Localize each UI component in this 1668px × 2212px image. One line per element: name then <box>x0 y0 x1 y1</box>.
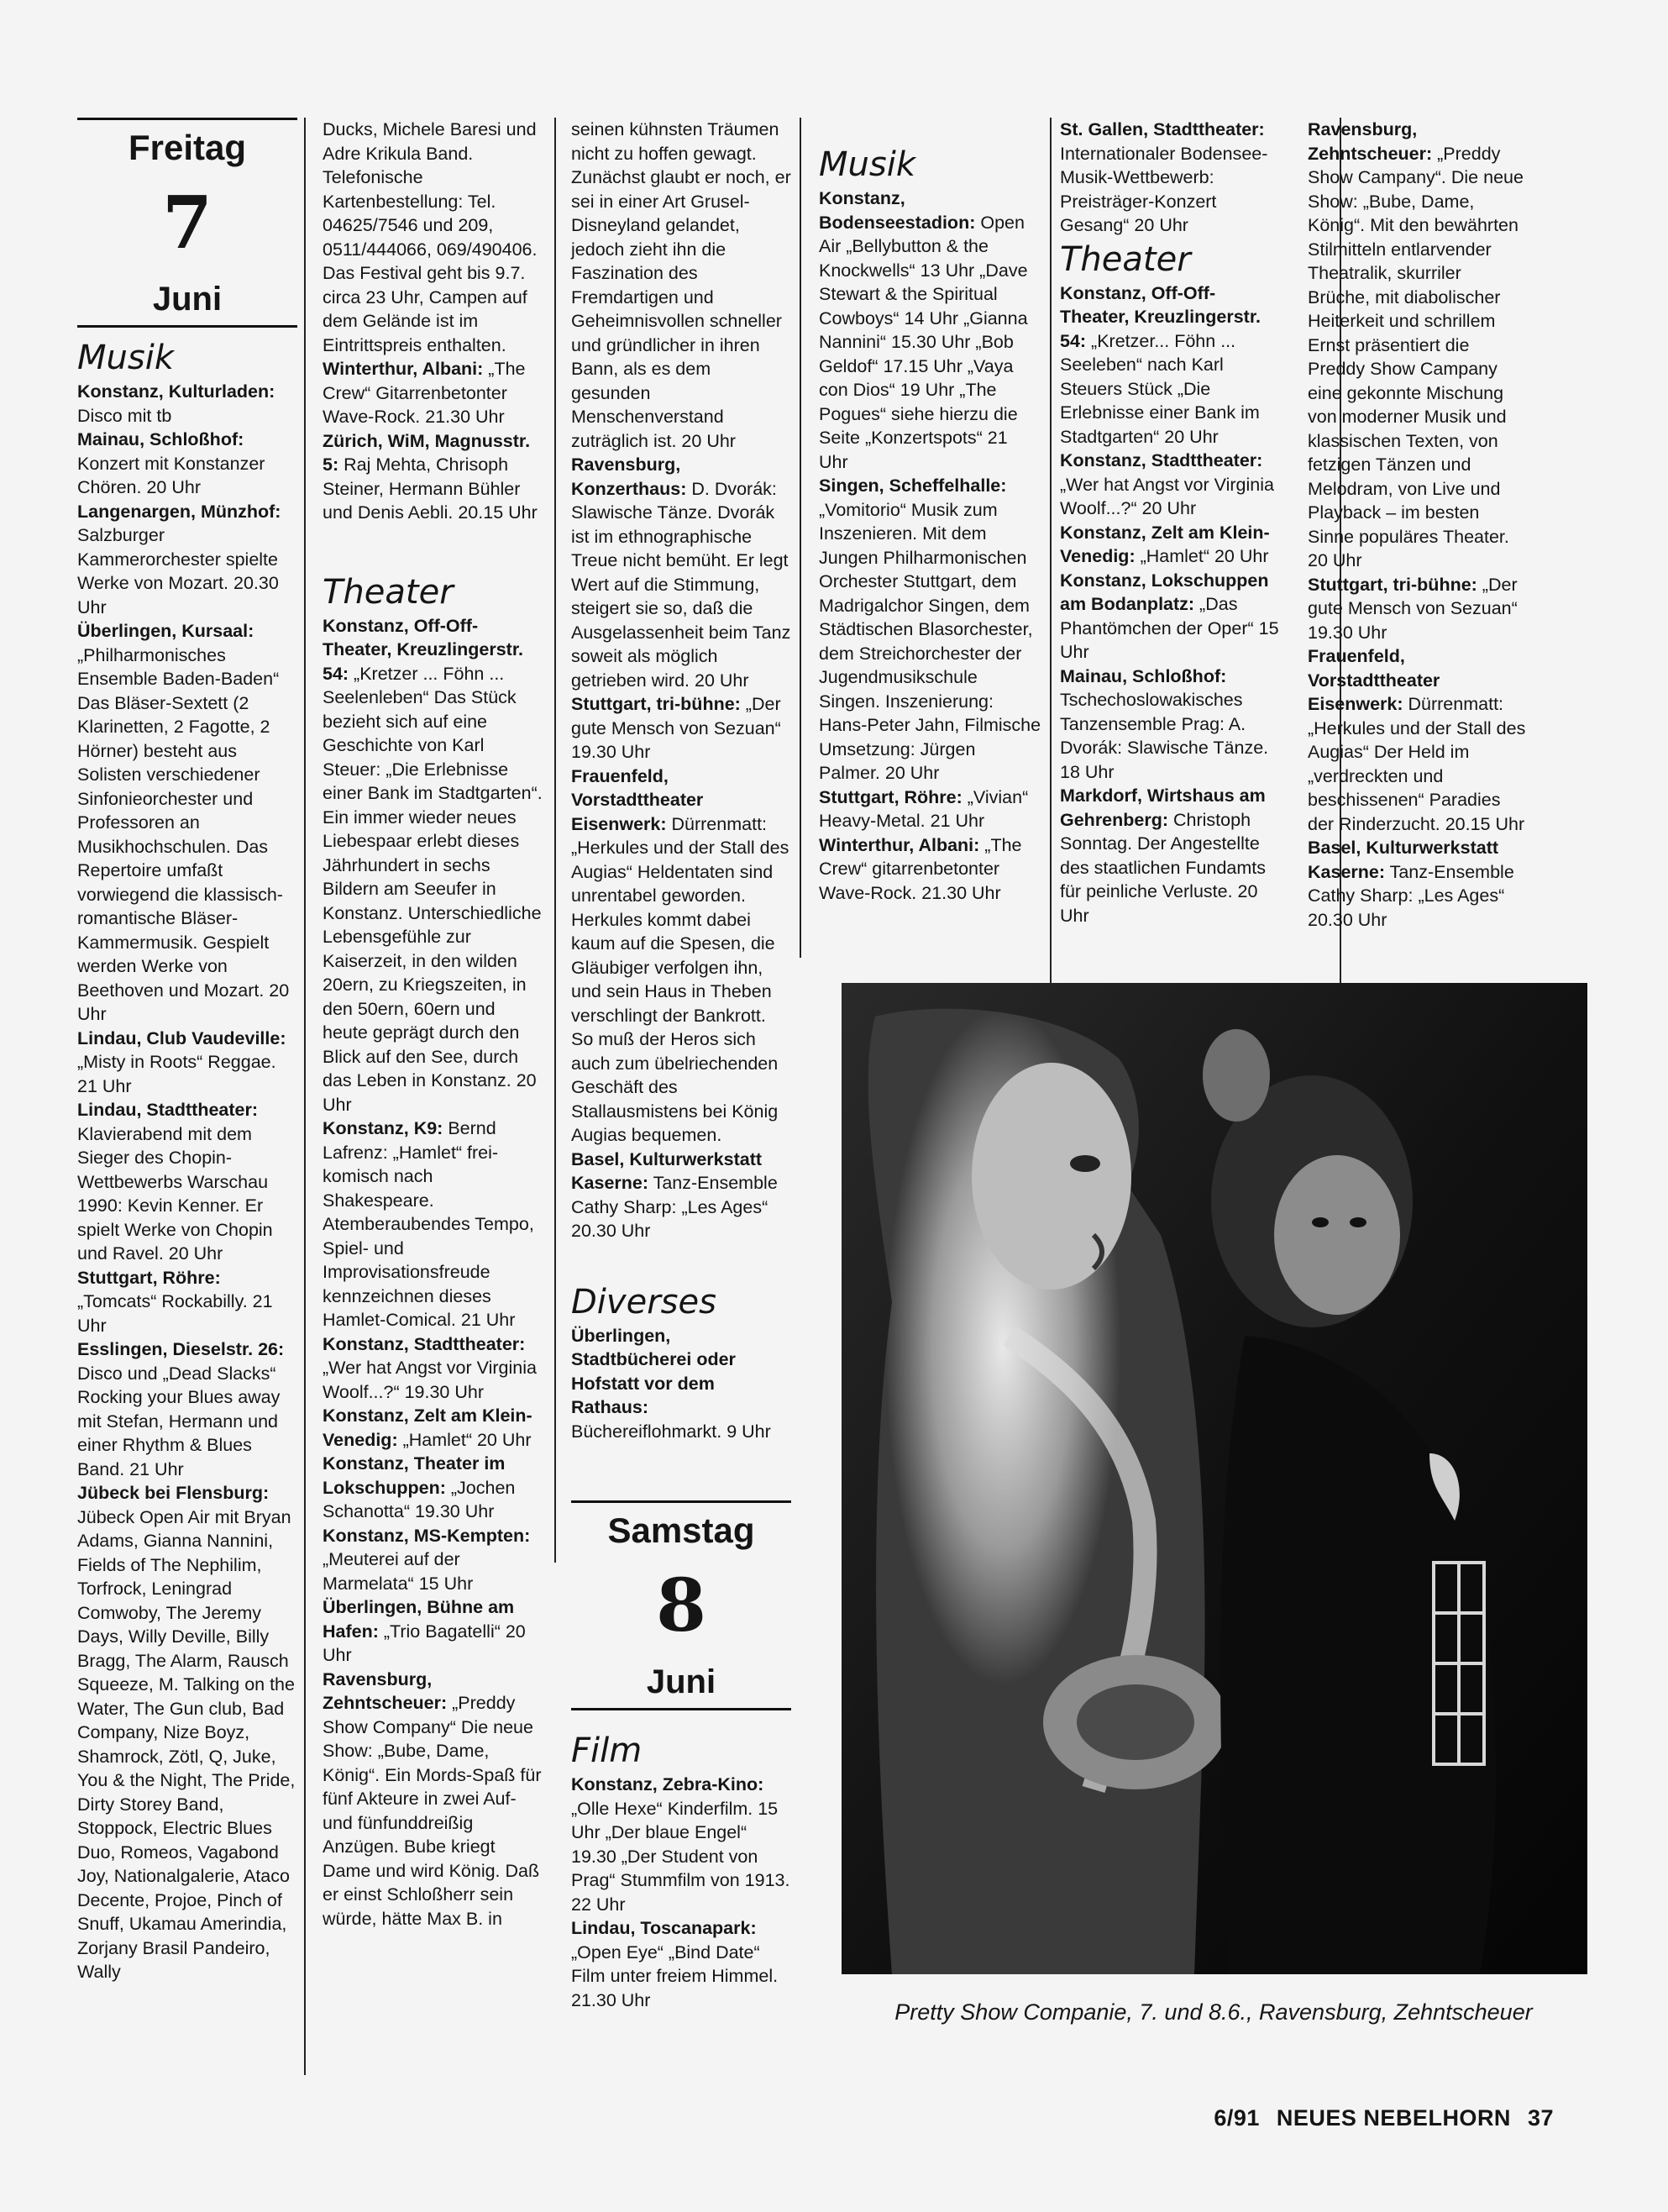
venue-name: Winterthur, Albani: <box>819 834 980 855</box>
section-heading-theater: Theater <box>1060 239 1191 279</box>
event-details: Dürrenmatt: „Herkules und der Stall des Augias“ Der Held im „verdreckten und beschissenen“ Paradies der Rinderzucht. 20.15 Uhr <box>1308 694 1526 834</box>
section-heading-theater: Theater <box>323 572 454 612</box>
event-details: „Kretzer ... Föhn ... Seelenleben“ Das Stück bezieht sich auf eine Geschichte von Karl Steuer: „Die Erlebnisse einer Bank im Stadtgarten“. Ein immer wieder neues Liebespaar erlebt dieses Jährhundert in sechs Bildern am Seeufer in Konstanz. Unterschiedliche Lebensgefühle zur Kaiserzeit, in den wilden 20ern, zu Kriegszeiten, in den 50ern, 60ern und heute geprägt durch den Blick auf den See, durch das Leben in Konstanz. 20 Uhr <box>323 663 543 1115</box>
venue-name: Ravensburg, Zehntscheuer: <box>1308 119 1433 164</box>
venue-name: Ravensburg, Konzerthaus: <box>571 454 687 499</box>
listing-entry <box>571 118 791 453</box>
event-details: „The Crew“ gitarrenbetonter Wave-Rock. 21.30 Uhr <box>819 834 1022 903</box>
listing-entry <box>77 1337 297 1481</box>
listing-entry <box>819 833 1041 906</box>
venue-name: Konstanz, Theater im Lokschuppen: <box>323 1453 506 1498</box>
event-details: „Vivian“ Heavy-Metal. 21 Uhr <box>819 786 1029 831</box>
day-number: 7 <box>162 181 212 265</box>
event-details: „Der gute Mensch von Sezuan“ 19.30 Uhr <box>571 694 781 762</box>
venue-name: Mainau, Schloßhof: <box>1060 665 1227 686</box>
month: Juni <box>152 281 223 318</box>
event-details: „Tomcats“ Rockabilly. 21 Uhr <box>77 1291 273 1336</box>
listing-entry <box>77 1481 297 1984</box>
venue-name: Basel, Kulturwerkstatt Kaserne: <box>571 1148 763 1193</box>
section-heading-film: Film <box>571 1731 643 1770</box>
listing-entry <box>571 1148 791 1243</box>
listing-entry <box>323 118 543 357</box>
day-number: 8 <box>656 1563 706 1648</box>
listing-entry <box>77 1266 297 1338</box>
venue-name: Konstanz, Off-Off-Theater, Kreuzlingerstr. 54: <box>1060 282 1261 351</box>
listing-entry <box>323 357 543 429</box>
listing-entry <box>571 692 791 764</box>
venue-name: Basel, Kulturwerkstatt Kaserne: <box>1308 838 1499 882</box>
event-details: Tanz-Ensemble Cathy Sharp: „Les Ages“ 20.30 Uhr <box>1308 861 1514 930</box>
listing-entry <box>1060 118 1280 238</box>
listing-entry <box>77 1098 297 1266</box>
issue-number: 6/91 <box>1214 2105 1260 2131</box>
event-details: Konzert mit Konstanzer Chören. 20 Uhr <box>77 453 265 497</box>
event-details: „Meuterei auf der Marmelata“ 15 Uhr <box>323 1549 474 1594</box>
venue-name: Singen, Scheffelhalle: <box>819 476 1007 496</box>
event-details: Open Air „Bellybutton & the Knockwells“ 13 Uhr „Dave Stewart & the Spiritual Cowboys“ 14 Uhr „Gianna Nannini“ 15.30 Uhr „Bob Geldof“ 17.15 Uhr „Vaya con Dios“ 19 Uhr „The Pogues“ siehe hierzu die Seite „Konzertspots“ 21 Uhr <box>819 212 1028 472</box>
listing-group <box>1060 118 1280 238</box>
venue-name: Konstanz, Zebra-Kino: <box>571 1774 764 1794</box>
venue-name: Lindau, Club Vaudeville: <box>77 1027 286 1048</box>
venue-name: Frauenfeld, Vorstadttheater Eisenwerk: <box>1308 646 1440 714</box>
listing-entry <box>1308 573 1528 645</box>
event-details: „Philharmonisches Ensemble Baden-Baden“ Das Bläser-Sextett (2 Klarinetten, 2 Fagotte, 2 Hörner) besteht aus Solisten verschiedener Sinfonieorchester und Professoren an Musikhochschulen. Das Repertoire umfaßt vorwiegend die klassisch-romantische Bläser-Kammermusik. Gespielt werden Werke von Beethoven und Mozart. 20 Uhr <box>77 644 290 1024</box>
section-heading-musik: Musik <box>819 145 915 184</box>
listing-entry <box>571 1773 791 1916</box>
venue-name: Konstanz, Off-Off-Theater, Kreuzlingerstr. 54: <box>323 615 523 684</box>
month: Juni <box>646 1663 716 1700</box>
event-details: Ducks, Michele Baresi und Adre Krikula Band. Telefonische Kartenbestellung: Tel. 04625/7546 und 209, 0511/444066, 069/490406. Das Festival geht bis 9.7. circa 23 Uhr, Campen auf dem Gelände ist im Eintrittspreis enthalten. <box>323 119 538 355</box>
date-box-saturday <box>571 1500 791 1710</box>
event-details: „Vomitorio“ Musik zum Inszenieren. Mit dem Jungen Philharmonischen Orchester Stuttgart, dem Madrigalchor Singen, dem Städtischen Blasorchester, dem Streichorchester der Jugendmusikschule Singen. Inszenierung: Hans-Peter Jahn, Filmische Umsetzung: Jürgen Palmer. 20 Uhr <box>819 499 1041 783</box>
section-heading-diverses: Diverses <box>571 1282 716 1321</box>
venue-name: Konstanz, MS-Kempten: <box>323 1525 531 1546</box>
venue-name: Stuttgart, Röhre: <box>77 1267 221 1288</box>
event-details: „Das Phantömchen der Oper“ 15 Uhr <box>1060 594 1279 662</box>
event-details: „Misty in Roots“ Reggae. 21 Uhr <box>77 1052 276 1096</box>
event-details: „Olle Hexe“ Kinderfilm. 15 Uhr „Der blaue Engel“ 19.30 „Der Student von Prag“ Stummfilm von 1913. 22 Uhr <box>571 1798 790 1915</box>
event-details: seinen kühnsten Träumen nicht zu hoffen gewagt. Zunächst glaubt er noch, er sei in einer Art Grusel-Disneyland gelandet, jedoch zieht ihn die Faszination des Fremdartigen und Geheimnisvollen schneller und gründlicher in ihren Bann, als es dem gesunden Menschenverstand zuträglich ist. 20 Uhr <box>571 119 791 451</box>
event-details: „Hamlet“ 20 Uhr <box>397 1429 532 1450</box>
venue-name: Konstanz, Zelt am Klein-Venedig: <box>323 1405 532 1450</box>
column-divider <box>554 118 556 1563</box>
event-details: „Der gute Mensch von Sezuan“ 19.30 Uhr <box>1308 574 1518 643</box>
listing-group <box>571 1324 791 1444</box>
event-details: „Open Eye“ „Bind Date“ Film unter freiem Himmel. 21.30 Uhr <box>571 1941 779 2010</box>
listing-group <box>819 187 1041 905</box>
listing-entry <box>1060 521 1280 569</box>
listing-entry <box>819 474 1041 785</box>
listing-group <box>323 118 543 525</box>
venue-name: Stuttgart, tri-bühne: <box>571 694 741 714</box>
event-details: „Preddy Show Company“ Die neue Show: „Bube, Dame, König“. Ein Mords-Spaß für fünf Akteure in zwei Auf- und fünfunddreißig Anzügen. Bube kriegt Dame und wird König. Daß er einst Schloßherr sein würde, hätte Max B. in <box>323 1693 542 1929</box>
listing-group <box>323 614 543 1931</box>
venue-name: Zürich, WiM, Magnusstr. 5: <box>323 430 531 475</box>
page-number: 37 <box>1527 2105 1554 2131</box>
listing-group <box>77 380 297 1984</box>
listing-group <box>1308 118 1528 932</box>
event-details: „Wer hat Angst vor Virginia Woolf...?“ 19.30 Uhr <box>323 1358 537 1402</box>
listing-entry <box>77 428 297 500</box>
venue-name: Markdorf, Wirtshaus am Gehrenberg: <box>1060 785 1266 830</box>
column-divider <box>1050 118 1052 983</box>
column-2 <box>323 118 543 1931</box>
date-box-friday <box>77 118 297 328</box>
weekday: Freitag <box>128 128 247 167</box>
event-details: „Kretzer... Föhn ... Seeleben“ nach Karl Steuers Stück „Die Erlebnisse einer Bank im Stadtgarten“ 20 Uhr <box>1060 330 1260 447</box>
listing-entry <box>323 1452 543 1524</box>
venue-name: Überlingen, Stadtbücherei oder Hofstatt vor dem Rathaus: <box>571 1325 736 1417</box>
event-details: „Wer hat Angst vor Virginia Woolf...?“ 20 Uhr <box>1060 474 1274 518</box>
venue-name: Stuttgart, Röhre: <box>819 786 963 807</box>
venue-name: Esslingen, Dieselstr. 26: <box>77 1339 285 1359</box>
event-details: Jübeck Open Air mit Bryan Adams, Gianna Nannini, Fields of The Nephilim, Torfrock, Leningrad Comwoby, The Jeremy Days, Willy Deville, Billy Bragg, The Alarm, Rausch Squeeze, M. Talking on the Water, The Gun club, Bad Company, Nize Boyz, Shamrock, Zötl, Q, Juke, You & the Night, The Pride, Dirty Storey Band, Stoppock, Electric Blues Duo, Romeos, Vagabond Joy, Nationalgalerie, Ataco Decente, Projoe, Pinch of Snuff, Ukamau Amerindia, Zorjany Brasil Pandeiro, Wally <box>77 1506 296 1982</box>
listing-entry <box>77 619 297 1027</box>
event-details: Büchereiflohmarkt. 9 Uhr <box>571 1421 771 1442</box>
listing-entry <box>323 1404 543 1452</box>
listing-group <box>1060 281 1280 928</box>
column-divider <box>800 118 801 958</box>
column-5 <box>1060 118 1280 927</box>
listing-entry <box>1060 449 1280 521</box>
event-details: Disco mit tb <box>77 405 172 426</box>
listing-entry <box>1060 281 1280 449</box>
column-1 <box>77 118 297 1984</box>
listing-entry <box>1060 569 1280 665</box>
event-details: „Preddy Show Campany“. Die neue Show: „Bube, Dame, König“. Mit den bewährten Stilmitteln entlarvender Theatralik, skurriler Brüche, mit diabolischer Heiterkeit und schrillem Ernst präsentiert die Preddy Show Campany eine gekonnte Mischung von moderner Musik und klassischen Texten, von fetzigen Tänzen und Melodram, von Live und Playback – im besten Sinne populäres Theater. 20 Uhr <box>1308 143 1524 570</box>
listing-entry <box>323 1117 543 1332</box>
venue-name: St. Gallen, Stadttheater: <box>1060 119 1265 139</box>
listing-entry <box>323 429 543 525</box>
event-details: Bernd Lafrenz: „Hamlet“ frei-komisch nach Shakespeare. Atemberaubendes Tempo, Spiel- und Improvisationsfreude kennzeichnen dieses Hamlet-Comical. 21 Uhr <box>323 1118 534 1330</box>
listing-group <box>571 118 791 1243</box>
venue-name: Ravensburg, Zehntscheuer: <box>323 1668 448 1713</box>
weekday: Samstag <box>607 1511 755 1550</box>
venue-name: Konstanz, Zelt am Klein-Venedig: <box>1060 522 1270 566</box>
column-3 <box>571 118 791 2012</box>
listing-entry <box>323 1524 543 1596</box>
column-6 <box>1308 118 1528 932</box>
listing-entry <box>819 785 1041 833</box>
venue-name: Jübeck bei Flensburg: <box>77 1483 270 1503</box>
venue-name: Konstanz, Stadttheater: <box>323 1333 526 1354</box>
event-details: „The Crew“ Gitarrenbetonter Wave-Rock. 21.30 Uhr <box>323 359 526 427</box>
venue-name: Langenargen, Münzhof: <box>77 501 281 522</box>
listing-entry <box>1308 836 1528 932</box>
venue-name: Konstanz, Lokschuppen am Bodanplatz: <box>1060 570 1269 614</box>
listing-entry <box>1308 118 1528 573</box>
event-details: Dürrenmatt: „Herkules und der Stall des Augias“ Heldentaten sind unrentabel geworden. Herkules kommt dabei kaum auf die Spesen, die Gläubiger verfolgen ihn, und sein Haus in Theben verschlingt der Bankrott. So muß der Heros sich auch zum übelriechenden Geschäft des Stallausmistens bei König Augias bequemen. <box>571 813 789 1145</box>
listing-entry <box>323 1332 543 1405</box>
column-4 <box>819 118 1041 905</box>
event-details: D. Dvorák: Slawische Tänze. Dvorák ist im ethnographische Treue nicht bemüht. Er legt Wert auf die Stimmung, steigert sie so, daß die Ausgelassenheit beim Tanz soweit als möglich getrieben wird. 20 Uhr <box>571 478 791 691</box>
event-details: Internationaler Bodensee-Musik-Wettbewerb: Preisträger-Konzert Gesang“ 20 Uhr <box>1060 143 1268 235</box>
event-details: „Jochen Schanotta“ 19.30 Uhr <box>323 1477 516 1521</box>
column-divider <box>304 118 306 2075</box>
venue-name: Winterthur, Albani: <box>323 359 484 379</box>
venue-name: Konstanz, Kulturladen: <box>77 381 275 402</box>
page-footer <box>1204 2105 1554 2131</box>
venue-name: Überlingen, Kursaal: <box>77 621 254 641</box>
listing-entry <box>1060 784 1280 927</box>
listing-entry <box>323 1595 543 1668</box>
venue-name: Überlingen, Bühne am Hafen: <box>323 1597 515 1642</box>
venue-name: Lindau, Toscanapark: <box>571 1918 757 1938</box>
listing-entry <box>571 453 791 692</box>
event-details: Raj Mehta, Chrisoph Steiner, Hermann Bühler und Denis Aebli. 20.15 Uhr <box>323 454 538 523</box>
magazine-name: NEUES NEBELHORN <box>1276 2105 1511 2131</box>
section-heading-musik: Musik <box>77 339 174 377</box>
listing-entry <box>1060 665 1280 785</box>
event-details: Christoph Sonntag. Der Angestellte des staatlichen Fundamts für peinliche Verluste. 20 Uhr <box>1060 809 1266 926</box>
event-details: Klavierabend mit dem Sieger des Chopin-Wettbewerbs Warschau 1990: Kevin Kenner. Er spielt Werke von Chopin und Ravel. 20 Uhr <box>77 1123 273 1264</box>
listing-entry <box>571 1324 791 1444</box>
venue-name: Konstanz, K9: <box>323 1118 443 1138</box>
event-details: „Trio Bagatelli“ 20 Uhr <box>323 1621 526 1665</box>
stage-photo <box>842 983 1587 1974</box>
event-details: Tschechoslowakisches Tanzensemble Prag: A. Dvorák: Slawische Tänze. 18 Uhr <box>1060 690 1269 782</box>
photo-caption: Pretty Show Companie, 7. und 8.6., Ravensburg, Zehntscheuer <box>894 1999 1533 2025</box>
venue-name: Mainau, Schloßhof: <box>77 429 244 449</box>
listing-entry <box>77 380 297 428</box>
venue-name: Konstanz, Stadttheater: <box>1060 450 1263 470</box>
venue-name: Stuttgart, tri-bühne: <box>1308 574 1477 595</box>
listing-group <box>571 1773 791 2012</box>
venue-name: Frauenfeld, Vorstadttheater Eisenwerk: <box>571 765 704 834</box>
listing-entry <box>1308 644 1528 836</box>
event-details: Disco und „Dead Slacks“ Rocking your Blues away mit Stefan, Hermann und einer Rhythm & Blues Band. 21 Uhr <box>77 1363 281 1479</box>
venue-name: Lindau, Stadttheater: <box>77 1100 259 1120</box>
listing-entry <box>77 500 297 620</box>
event-details: Tanz-Ensemble Cathy Sharp: „Les Ages“ 20.30 Uhr <box>571 1173 778 1241</box>
listing-entry <box>323 1668 543 1931</box>
listing-entry <box>819 187 1041 474</box>
listing-entry <box>77 1027 297 1099</box>
event-details: Salzburger Kammerorchester spielte Werke von Mozart. 20.30 Uhr <box>77 525 279 617</box>
venue-name: Konstanz, Bodenseestadion: <box>819 188 976 233</box>
listing-entry <box>323 614 543 1117</box>
event-details: „Hamlet“ 20 Uhr <box>1135 546 1269 566</box>
listing-entry <box>571 764 791 1148</box>
listing-entry <box>571 1916 791 2012</box>
